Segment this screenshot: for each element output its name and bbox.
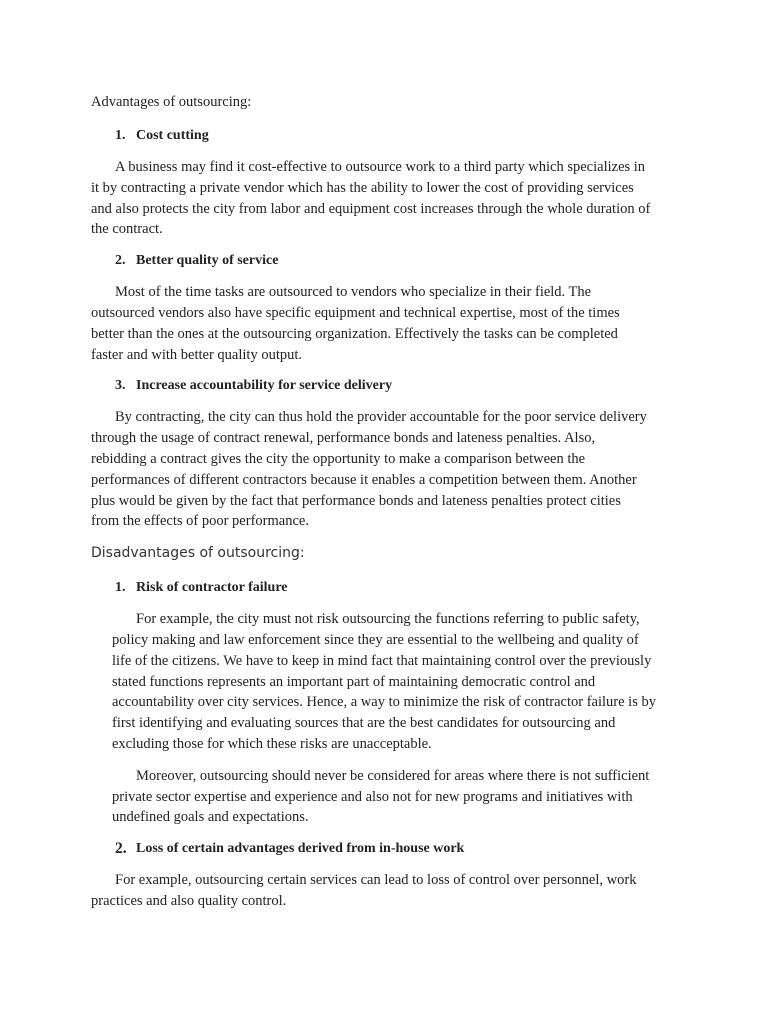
list-item-title: Risk of contractor failure [136, 580, 288, 596]
advantages-heading: Advantages of outsourcing: [91, 94, 252, 110]
advantage-item-2-title [91, 251, 651, 271]
disadvantage-item-2-paragraph: For example, outsourcing certain services can lead to loss of control over personnel, work practices and also quality control. [91, 872, 637, 909]
disadvantages-heading: Disadvantages of outsourcing: [91, 545, 305, 562]
disadvantage-item-1-paragraph-1: For example, the city must not risk outsourcing the functions referring to public safety, policy making and law enforcement since they are essential to the wellbeing and quality of life of the citizens. We have to keep in mind fact that maintaining control over the previously stated functions represents an important part of maintaining democratic control and accountability over city services. Hence, a way to minimize the risk of contractor failure is by first identifying and evaluating sources that are the best candidates for outsourcing and excluding those for which these risks are unacceptable. [112, 611, 656, 752]
advantage-item-1-paragraph: A business may find it cost-effective to outsource work to a third party which specializes in it by contracting a private vendor which has the ability to lower the cost of providing services and also protects the city from labor and equipment cost increases through the whole duration of the contract. [91, 159, 651, 238]
list-item-title: Loss of certain advantages derived from in-house work [136, 841, 465, 857]
list-number: 2. [115, 840, 127, 858]
list-item-title: Increase accountability for service delivery [136, 378, 393, 394]
list-number: 1. [115, 128, 126, 143]
list-number: 3. [115, 378, 126, 394]
list-number: 1. [115, 580, 126, 596]
disadvantage-item-1-title [91, 578, 651, 598]
advantage-item-2-paragraph: Most of the time tasks are outsourced to vendors who specialize in their field. The outsourced vendors also have specific equipment and technical expertise, most of the times better than the ones at the outsourcing organization. Effectively the tasks can be completed faster and with better quality output. [91, 284, 620, 363]
advantage-item-1-title [91, 126, 651, 146]
advantage-item-3-paragraph: By contracting, the city can thus hold the provider accountable for the poor service delivery through the usage of contract renewal, performance bonds and lateness penalties. Also, rebidding a contract gives the city the opportunity to make a comparison between the performances of different contractors because it enables a competition between them. Another plus would be given by the fact that performance bonds and lateness penalties protect cities from the effects of poor performance. [91, 409, 647, 530]
list-item-title: Better quality of service [136, 253, 279, 269]
disadvantage-item-2-title [91, 839, 651, 859]
list-number: 2. [115, 253, 126, 269]
advantage-item-3-title [91, 376, 651, 396]
list-item-title: Cost cutting [136, 128, 209, 143]
document-page [91, 92, 656, 923]
disadvantage-item-1-paragraph-2: Moreover, outsourcing should never be considered for areas where there is not sufficient private sector expertise and experience and also not for new programs and initiatives with undefined goals and expectations. [112, 767, 650, 826]
